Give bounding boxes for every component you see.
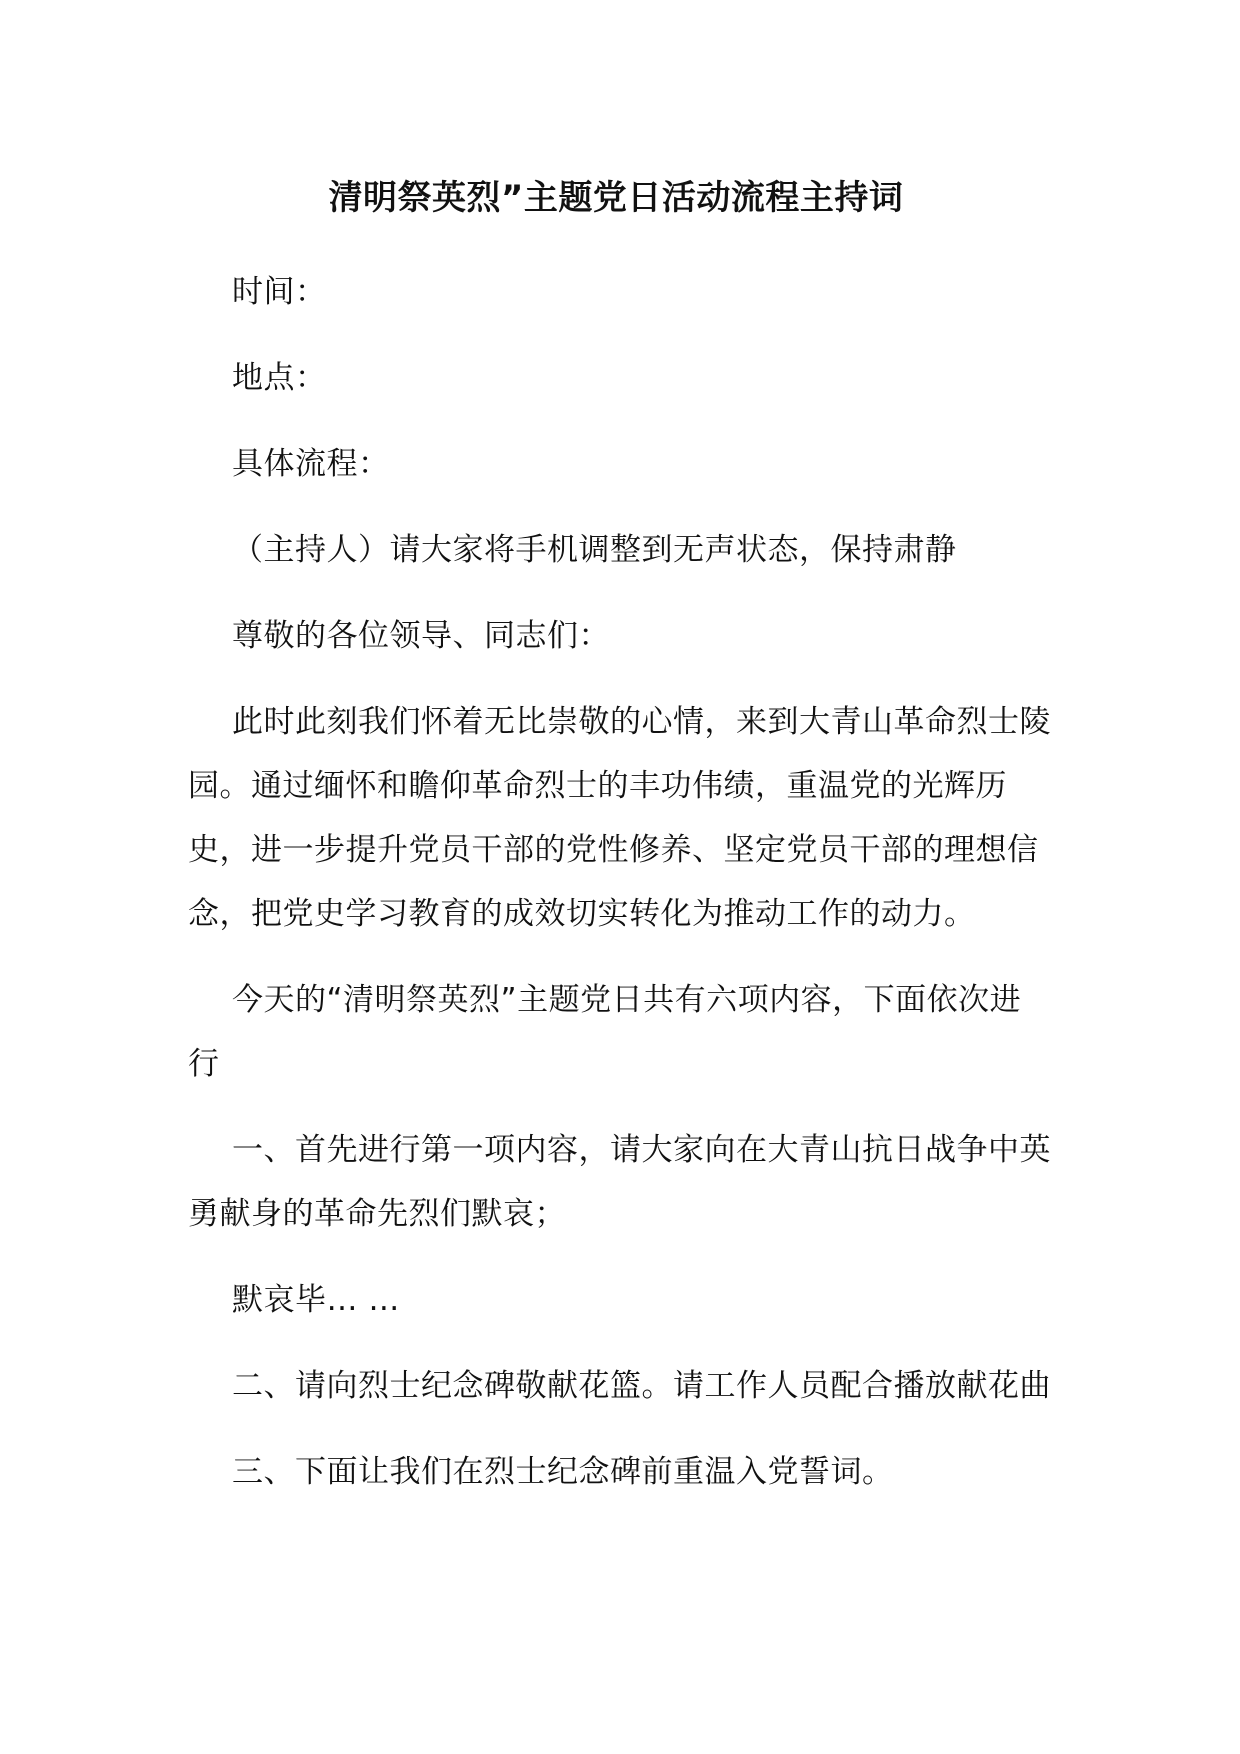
- paragraph-opening-remarks: 此时此刻我们怀着无比崇敬的心情，来到大青山革命烈士陵园。通过缅怀和瞻仰革命烈士的丰功伟绩，重温党的光辉历史，进一步提升党员干部的党性修养、坚定党员干部的理想信念，把党史学习教育的成效切实转化为推动工作的动力。: [188, 704, 1051, 932]
- paragraph-location: 地点：: [232, 360, 327, 396]
- paragraph-item-one: 一、首先进行第一项内容，请大家向在大青山抗日战争中英勇献身的革命先烈们默哀；: [188, 1132, 1051, 1232]
- paragraph-item-three: 三、下面让我们在烈士纪念碑前重温入党誓词。: [232, 1454, 894, 1490]
- document-page: [188, 170, 1052, 1526]
- paragraph-host-instruction: （主持人）请大家将手机调整到无声状态，保持肃静: [232, 532, 957, 568]
- paragraph-silence-end: 默哀毕… …: [232, 1282, 400, 1318]
- paragraph-time: 时间：: [232, 274, 327, 310]
- document-title: 清明祭英烈”主题党日活动流程主持词: [328, 178, 904, 218]
- paragraph-procedure-heading: 具体流程：: [232, 446, 390, 482]
- paragraph-item-two: 二、请向烈士纪念碑敬献花篮。请工作人员配合播放献花曲: [232, 1368, 1051, 1404]
- paragraph-agenda-intro: 今天的“清明祭英烈”主题党日共有六项内容，下面依次进行: [188, 982, 1022, 1082]
- paragraph-salutation: 尊敬的各位领导、同志们：: [232, 618, 610, 654]
